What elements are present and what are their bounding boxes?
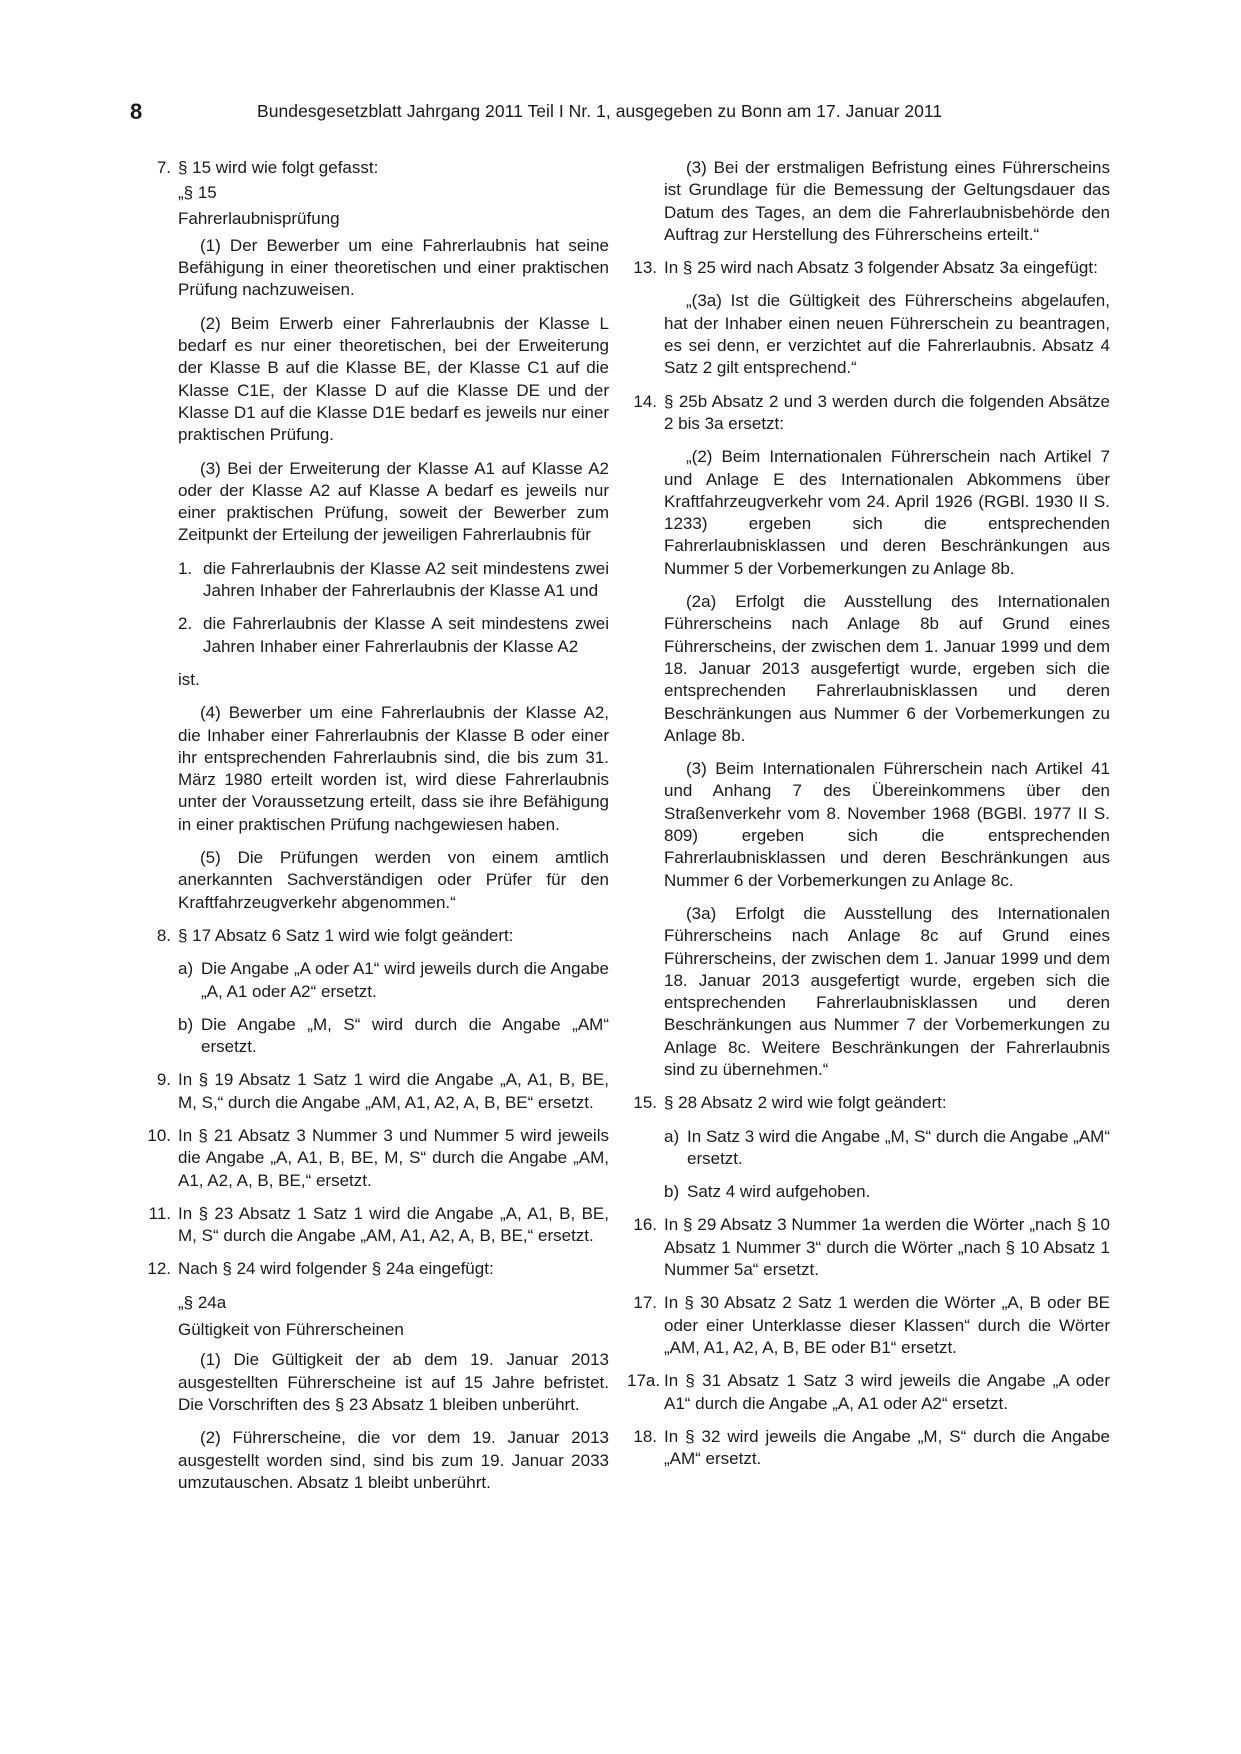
section-number: „§ 24a (178, 1292, 227, 1312)
item-text: § 25b Absatz 2 und 3 werden durch die folgenden Absätze 2 bis 3a ersetzt: (664, 391, 1110, 433)
subitem-letter: a) (664, 1126, 680, 1146)
amendment-item-10 (141, 1125, 609, 1192)
section-number: „§ 15 (178, 183, 217, 203)
item-number: 9. (156, 1070, 171, 1090)
item-text: In § 21 Absatz 3 Nummer 3 und Nummer 5 wird jeweils die Angabe „A, A1, B, BE, M, S“ durch die Angabe „AM, A1, A2, A, B, BE,“ ersetzt. (178, 1125, 609, 1190)
amendment-item-9 (141, 1069, 609, 1114)
paragraph-5: (5) Die Prüfungen werden von einem amtlich anerkannten Sachverständigen oder Prüfer für den Kraftfahrzeugverkehr abgenommen.“ (178, 848, 609, 912)
lettered-subitem-a (627, 1126, 1110, 1171)
lettered-subitem-b (141, 1014, 609, 1059)
item-text: In § 29 Absatz 3 Nummer 1a werden die Wörter „nach § 10 Absatz 1 Nummer 3“ durch die Wörter „nach § 10 Absatz 1 Nummer 5a“ ersetzt. (664, 1215, 1110, 1280)
left-column (141, 157, 609, 1505)
lettered-subitem-b (627, 1181, 1110, 1203)
paragraph-2: (2) Führerscheine, die vor dem 19. Januar 2013 ausgestellt worden sind, sind bis zum 19. Januar 2033 umzutauschen. Absatz 1 bleibt unberührt. (178, 1428, 609, 1492)
subitem-text: Satz 4 wird aufgehoben. (687, 1182, 871, 1202)
amendment-item-11 (141, 1203, 609, 1248)
item-text: In § 19 Absatz 1 Satz 1 wird die Angabe „A, A1, B, BE, M, S,“ durch die Angabe „AM, A1, A2, A, B, BE“ ersetzt. (178, 1070, 609, 1112)
item-number: 8. (156, 925, 171, 945)
item-text: In § 31 Absatz 1 Satz 3 wird jeweils die Angabe „A oder A1“ durch die Angabe „A, A1 oder A2“ ersetzt. (664, 1371, 1110, 1413)
inserted-paragraph-2a: (2a) Erfolgt die Ausstellung des Internationalen Führerscheins nach Anlage 8b auf Grund eines Führerscheins, der zwischen dem 1. Januar 1999 und dem 18. Januar 2013 ausgefertigt wurde, ergeben sich die entsprechenden Fahrerlaubnisklassen und deren Beschränkungen aus Nummer 6 der Vorbemerkungen zu Anlage 8b. (664, 592, 1110, 745)
paragraph-4: (4) Bewerber um eine Fahrerlaubnis der Klasse A2, die Inhaber einer Fahrerlaubnis der Klasse B oder einer ihr entsprechenden Fahrerlaubnis sind, die bis zum 31. März 1980 erteilt worden ist, wird diese Fahrerlaubnis unter der Voraussetzung erteilt, dass sie ihre Befähigung in einer praktischen Prüfung nachgewiesen haben. (178, 703, 609, 834)
subitem-text: Die Angabe „A oder A1“ wird jeweils durch die Angabe „A, A1 oder A2“ ersetzt. (201, 959, 609, 1001)
running-header: Bundesgesetzblatt Jahrgang 2011 Teil I Nr. 1, ausgegeben zu Bonn am 17. Januar 2011 (257, 101, 943, 121)
item-number: 14. (633, 391, 657, 411)
item-text: § 15 wird wie folgt gefasst: (178, 158, 379, 177)
item-text: In § 25 wird nach Absatz 3 folgender Absatz 3a eingefügt: (664, 258, 1098, 278)
item-number: 17. (633, 1293, 657, 1313)
subitem-text: die Fahrerlaubnis der Klasse A2 seit mindestens zwei Jahren Inhaber der Fahrerlaubnis der Klasse A1 und (203, 558, 609, 601)
item-number: 16. (633, 1215, 657, 1235)
item-number: 15. (633, 1093, 657, 1113)
numbered-subitem-2 (141, 613, 609, 658)
amendment-item-17a (627, 1370, 1110, 1415)
item-text: Nach § 24 wird folgender § 24a eingefügt: (178, 1259, 494, 1279)
paragraph-3-continued: (3) Bei der erstmaligen Befristung eines Führerscheins ist Grundlage für die Bemessung der Geltungsdauer das Datum des Tages, an dem die Fahrerlaubnisbehörde den Auftrag zur Herstellung des Führerscheins erteilt.“ (664, 158, 1110, 244)
subitem-number: 2. (178, 614, 193, 634)
amendment-item-16 (627, 1214, 1110, 1281)
lettered-subitem-a (141, 958, 609, 1003)
amendment-item-15 (627, 1092, 1110, 1114)
item-text: § 28 Absatz 2 wird wie folgt geändert: (664, 1093, 947, 1113)
paragraph-1: (1) Der Bewerber um eine Fahrerlaubnis hat seine Befähigung in einer theoretischen und einer praktischen Prüfung nachzuweisen. (178, 235, 609, 300)
paragraph-3-end: ist. (178, 669, 200, 689)
inserted-paragraph-3: (3) Beim Internationalen Führerschein nach Artikel 41 und Anhang 7 des Übereinkommens über den Straßenverkehr vom 8. November 1968 (BGBl. 1977 II S. 809) ergeben sich die entsprechenden Fahrerlaubnisklassen und deren Beschränkungen aus Nummer 6 der Vorbemerkungen zu Anlage 8c. (664, 759, 1110, 890)
paragraph-1: (1) Die Gültigkeit der ab dem 19. Januar 2013 ausgestellten Führerscheine ist auf 15 Jahre befristet. Die Vorschriften des § 23 Absatz 1 bleiben unberührt. (178, 1350, 609, 1414)
amendment-item-8 (141, 925, 609, 947)
item-text: § 17 Absatz 6 Satz 1 wird wie folgt geändert: (178, 925, 514, 945)
item-number: 11. (148, 1203, 171, 1223)
inserted-paragraph-2: „(2) Beim Internationalen Führerschein nach Artikel 7 und Anlage E des Internationalen Abkommens über Kraftfahrzeugverkehr vom 24. April 1926 (RGBl. 1930 II S. 1233) ergeben sich die entsprechenden Fahrerlaubnisklassen und deren Beschränkungen aus Nummer 5 der Vorbemerkungen zu Anlage 8b. (664, 447, 1110, 578)
item-text: In § 23 Absatz 1 Satz 1 wird die Angabe „A, A1, B, BE, M, S“ durch die Angabe „AM, A1, A2, A, B, BE,“ ersetzt. (178, 1203, 609, 1246)
amendment-item-17 (627, 1292, 1110, 1359)
item-number: 13. (633, 258, 657, 278)
section-heading: Gültigkeit von Führerscheinen (178, 1320, 404, 1340)
paragraph-2: (2) Beim Erwerb einer Fahrerlaubnis der Klasse L bedarf es nur einer theoretischen, bei der Erweiterung der Klasse B auf die Klasse BE, der Klasse C1 auf die Klasse C1E, der Klasse D auf die Klasse DE und der Klasse D1 auf die Klasse D1E bedarf es jeweils nur einer praktischen Prüfung. (178, 313, 609, 445)
item-number: 10. (147, 1125, 171, 1145)
amendment-item-7 (141, 157, 609, 179)
amendment-item-14 (627, 391, 1110, 436)
subitem-letter: b) (178, 1014, 194, 1034)
inserted-paragraph-3a: (3a) Erfolgt die Ausstellung des Internationalen Führerscheins nach Anlage 8c auf Grund eines Führerscheins, der zwischen dem 1. Januar 1999 und dem 18. Januar 2013 ausgefertigt wurde, ergeben sich die entsprechenden Fahrerlaubnisklassen und deren Beschränkungen aus Nummer 7 der Vorbemerkungen zu Anlage 8c. Weitere Beschränkungen der Fahrerlaubnis sind zu übernehmen.“ (664, 903, 1110, 1079)
subitem-text: Die Angabe „M, S“ wird durch die Angabe „AM“ ersetzt. (201, 1014, 609, 1057)
item-number: 18. (633, 1426, 657, 1446)
amendment-item-13 (627, 257, 1110, 279)
item-text: In § 30 Absatz 2 Satz 1 werden die Wörter „A, B oder BE oder einer Unterklasse dieser Klassen“ durch die Wörter „AM, A1, A2, A, B, BE oder B1“ ersetzt. (664, 1293, 1110, 1357)
paragraph-3: (3) Bei der Erweiterung der Klasse A1 auf Klasse A2 oder der Klasse A2 auf Klasse A bedarf es jeweils nur einer praktischen Prüfung, soweit der Bewerber zum Zeitpunkt der Erteilung der jeweiligen Fahrerlaubnis für (178, 458, 609, 545)
inserted-paragraph-3a: „(3a) Ist die Gültigkeit des Führerscheins abgelaufen, hat der Inhaber einen neuen Führerschein zu beantragen, es sei denn, er verzichtet auf die Fahrerlaubnis. Absatz 4 Satz 2 gilt entsprechend.“ (664, 291, 1110, 378)
subitem-text: die Fahrerlaubnis der Klasse A seit mindestens zwei Jahren Inhaber einer Fahrerlaubnis der Klasse A2 (203, 614, 609, 656)
item-number: 12. (147, 1259, 171, 1279)
page-number: 8 (130, 99, 143, 124)
subitem-letter: b) (664, 1182, 680, 1202)
item-number: 7. (156, 158, 171, 177)
item-text: In § 32 wird jeweils die Angabe „M, S“ durch die Angabe „AM“ ersetzt. (664, 1426, 1110, 1469)
subitem-text: In Satz 3 wird die Angabe „M, S“ durch die Angabe „AM“ ersetzt. (687, 1126, 1110, 1168)
item-number: 17a. (627, 1371, 661, 1391)
right-column (627, 157, 1110, 1481)
section-heading: Fahrerlaubnisprüfung (178, 208, 340, 228)
amendment-item-18 (627, 1426, 1110, 1471)
amendment-item-12 (141, 1258, 609, 1280)
subitem-number: 1. (178, 558, 193, 578)
subitem-letter: a) (178, 959, 194, 979)
numbered-subitem-1 (141, 558, 609, 603)
